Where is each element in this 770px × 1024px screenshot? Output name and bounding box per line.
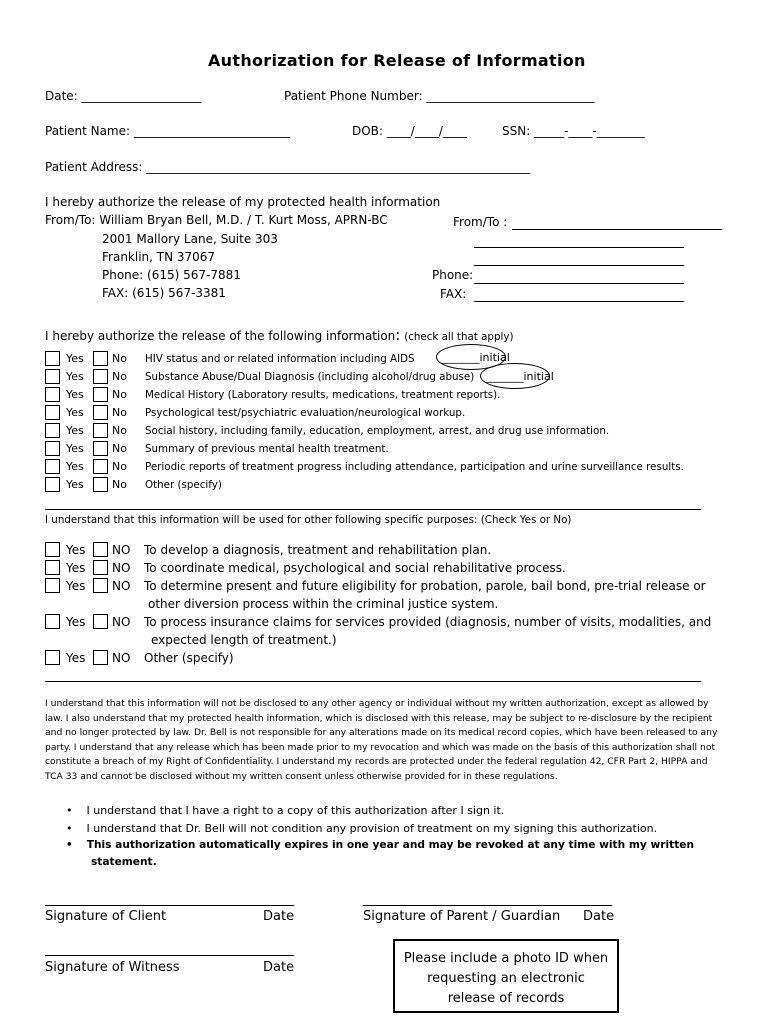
no-label: NO bbox=[112, 579, 131, 593]
info-no-checkbox[interactable] bbox=[93, 351, 108, 366]
info-no-checkbox[interactable] bbox=[93, 477, 108, 492]
photo-id-note-box: Please include a photo ID when requesting an electronic release of records bbox=[393, 939, 619, 1013]
purpose-yes-checkbox[interactable] bbox=[45, 542, 60, 557]
bullet-copy-right: • I understand that I have a right to a copy of this authorization after I sign it. bbox=[66, 804, 505, 817]
initial-field[interactable]: _______initial bbox=[485, 370, 554, 383]
purpose-item-label: To coordinate medical, psychological and social rehabilitative process. bbox=[144, 561, 566, 575]
no-label: No bbox=[112, 370, 127, 383]
purpose-yes-checkbox[interactable] bbox=[45, 578, 60, 593]
client-signature-line[interactable] bbox=[45, 905, 294, 906]
witness-signature-line[interactable] bbox=[45, 955, 294, 956]
witness-signature-label: Signature of Witness bbox=[45, 960, 180, 975]
no-label: NO bbox=[112, 561, 131, 575]
initial-field[interactable]: _______initial bbox=[441, 351, 510, 364]
parent-date-label: Date bbox=[583, 909, 615, 924]
purpose-no-checkbox[interactable] bbox=[93, 542, 108, 557]
purpose-item-label: To develop a diagnosis, treatment and rehabilitation plan. bbox=[144, 543, 492, 557]
purpose-section-heading: I understand that this information will be used for other following specific purposes: (Check Yes or No) bbox=[45, 514, 572, 526]
no-label: No bbox=[112, 406, 127, 419]
provider-address-2: Franklin, TN 37067 bbox=[102, 250, 216, 264]
ssn-field[interactable]: SSN: _____-____-________ bbox=[502, 124, 645, 138]
yes-label: Yes bbox=[66, 406, 84, 419]
provider-address-1: 2001 Mallory Lane, Suite 303 bbox=[102, 232, 278, 246]
info-yes-checkbox[interactable] bbox=[45, 441, 60, 456]
yes-label: Yes bbox=[66, 442, 84, 455]
info-yes-checkbox[interactable] bbox=[45, 477, 60, 492]
purpose-item-continuation: expected length of treatment.) bbox=[151, 633, 337, 647]
yes-label: Yes bbox=[66, 352, 84, 365]
yes-label: Yes bbox=[66, 460, 84, 473]
provider-phone: Phone: (615) 567-7881 bbox=[102, 268, 241, 282]
purpose-yes-checkbox[interactable] bbox=[45, 614, 60, 629]
bullet-no-condition: • I understand that Dr. Bell will not condition any provision of treatment on my signing this authorization. bbox=[66, 822, 658, 835]
witness-date-label: Date bbox=[263, 960, 295, 975]
patient-name-field[interactable]: Patient Name: __________________________ bbox=[45, 124, 290, 138]
info-no-checkbox[interactable] bbox=[93, 387, 108, 402]
page-title: Authorization for Release of Information bbox=[208, 51, 586, 70]
info-no-checkbox[interactable] bbox=[93, 441, 108, 456]
bullet-expiry: • This authorization automatically expires in one year and may be revoked at any time with my written bbox=[66, 839, 694, 851]
bullet-expiry-continuation: statement. bbox=[91, 856, 157, 868]
purpose-item-label: Other (specify) bbox=[144, 651, 234, 665]
yes-label: Yes bbox=[66, 579, 86, 593]
purpose-no-checkbox[interactable] bbox=[93, 578, 108, 593]
client-date-label: Date bbox=[263, 909, 295, 924]
info-yes-checkbox[interactable] bbox=[45, 387, 60, 402]
yes-label: Yes bbox=[66, 424, 84, 437]
info-item-label: Social history, including family, education, employment, arrest, and drug use information. bbox=[145, 425, 610, 437]
no-label: No bbox=[112, 388, 127, 401]
purpose-yes-checkbox[interactable] bbox=[45, 560, 60, 575]
other-specify-line[interactable] bbox=[45, 509, 701, 510]
recipient-fax-line[interactable] bbox=[474, 301, 684, 302]
info-no-checkbox[interactable] bbox=[93, 405, 108, 420]
purpose-item-continuation: other diversion process within the criminal justice system. bbox=[148, 597, 499, 611]
client-signature-label: Signature of Client bbox=[45, 909, 167, 924]
date-field[interactable]: Date: ____________________ bbox=[45, 89, 202, 103]
info-section-heading: I hereby authorize the release of the following information: (check all that apply) bbox=[45, 326, 514, 344]
no-label: No bbox=[112, 424, 127, 437]
authorize-intro: I hereby authorize the release of my protected health information bbox=[45, 195, 441, 209]
yes-label: Yes bbox=[66, 478, 84, 491]
info-yes-checkbox[interactable] bbox=[45, 405, 60, 420]
info-yes-checkbox[interactable] bbox=[45, 459, 60, 474]
purpose-other-line[interactable] bbox=[45, 681, 701, 682]
info-no-checkbox[interactable] bbox=[93, 369, 108, 384]
no-label: NO bbox=[112, 615, 131, 629]
no-label: NO bbox=[112, 651, 131, 665]
info-item-label: Substance Abuse/Dual Diagnosis (including alcohol/drug abuse) bbox=[145, 371, 475, 383]
recipient-from-to-label: From/To : bbox=[453, 215, 508, 229]
recipient-address-line-1[interactable] bbox=[474, 247, 684, 248]
purpose-no-checkbox[interactable] bbox=[93, 560, 108, 575]
recipient-fax-label: FAX: bbox=[440, 287, 467, 301]
recipient-name-line[interactable] bbox=[512, 229, 722, 230]
yes-label: Yes bbox=[66, 615, 86, 629]
parent-signature-label: Signature of Parent / Guardian bbox=[363, 909, 561, 924]
info-item-label: Other (specify) bbox=[145, 479, 222, 491]
purpose-no-checkbox[interactable] bbox=[93, 650, 108, 665]
purpose-yes-checkbox[interactable] bbox=[45, 650, 60, 665]
legal-disclosure-text: I understand that this information will not be disclosed to any other agency or individual without my written authorization, except as allowed by law. I also understand that my protected health information, which is disclosed with this release, may be subject to re-disclosure by the recipient and no longer protected by law. Dr. Bell is not responsible for any alterations made on its medical record copies, which have been released to any party. I understand that any release which has been made prior to my revocation and which was made on the basis of this authorization shall not constitute a breach of my Right of Confidentiality. I understand my records are protected under the federal regulation 42, CFR Part 2, HIPPA and TCA 33 and cannot be disclosed without my written consent unless otherwise provided for in these regulations. bbox=[45, 698, 718, 782]
info-yes-checkbox[interactable] bbox=[45, 369, 60, 384]
info-item-label: Medical History (Laboratory results, medications, treatment reports). bbox=[145, 389, 501, 401]
yes-label: Yes bbox=[66, 370, 84, 383]
recipient-address-line-2[interactable] bbox=[474, 265, 684, 266]
info-item-label: HIV status and or related information including AIDS bbox=[145, 353, 415, 365]
patient-address-field[interactable]: Patient Address: ________________________________________________________________ bbox=[45, 160, 531, 174]
purpose-item-label: To determine present and future eligibility for probation, parole, bail bond, pre-trial release or bbox=[144, 579, 706, 593]
provider-fax: FAX: (615) 567-3381 bbox=[102, 286, 226, 300]
yes-label: Yes bbox=[66, 651, 86, 665]
no-label: No bbox=[112, 352, 127, 365]
info-no-checkbox[interactable] bbox=[93, 459, 108, 474]
yes-label: Yes bbox=[66, 561, 86, 575]
info-item-label: Psychological test/psychiatric evaluation/neurological workup. bbox=[145, 407, 466, 419]
info-yes-checkbox[interactable] bbox=[45, 351, 60, 366]
no-label: NO bbox=[112, 543, 131, 557]
yes-label: Yes bbox=[66, 543, 86, 557]
no-label: No bbox=[112, 442, 127, 455]
initial-circle bbox=[480, 363, 550, 389]
info-item-label: Periodic reports of treatment progress including attendance, participation and urine surveillance results. bbox=[145, 461, 684, 473]
no-label: No bbox=[112, 460, 127, 473]
no-label: No bbox=[112, 478, 127, 491]
purpose-no-checkbox[interactable] bbox=[93, 614, 108, 629]
provider-from-to: From/To: William Bryan Bell, M.D. / T. Kurt Moss, APRN-BC bbox=[45, 213, 388, 227]
patient-phone-field[interactable]: Patient Phone Number: ____________________________ bbox=[284, 89, 595, 103]
recipient-phone-label: Phone: bbox=[432, 268, 474, 282]
info-item-label: Summary of previous mental health treatment. bbox=[145, 443, 389, 455]
parent-signature-line[interactable] bbox=[363, 905, 612, 906]
yes-label: Yes bbox=[66, 388, 84, 401]
dob-field[interactable]: DOB: ____/____/____ bbox=[352, 124, 467, 138]
info-no-checkbox[interactable] bbox=[93, 423, 108, 438]
recipient-phone-line[interactable] bbox=[474, 283, 684, 284]
info-yes-checkbox[interactable] bbox=[45, 423, 60, 438]
purpose-item-label: To process insurance claims for services provided (diagnosis, number of visits, modalities, and bbox=[144, 615, 712, 629]
